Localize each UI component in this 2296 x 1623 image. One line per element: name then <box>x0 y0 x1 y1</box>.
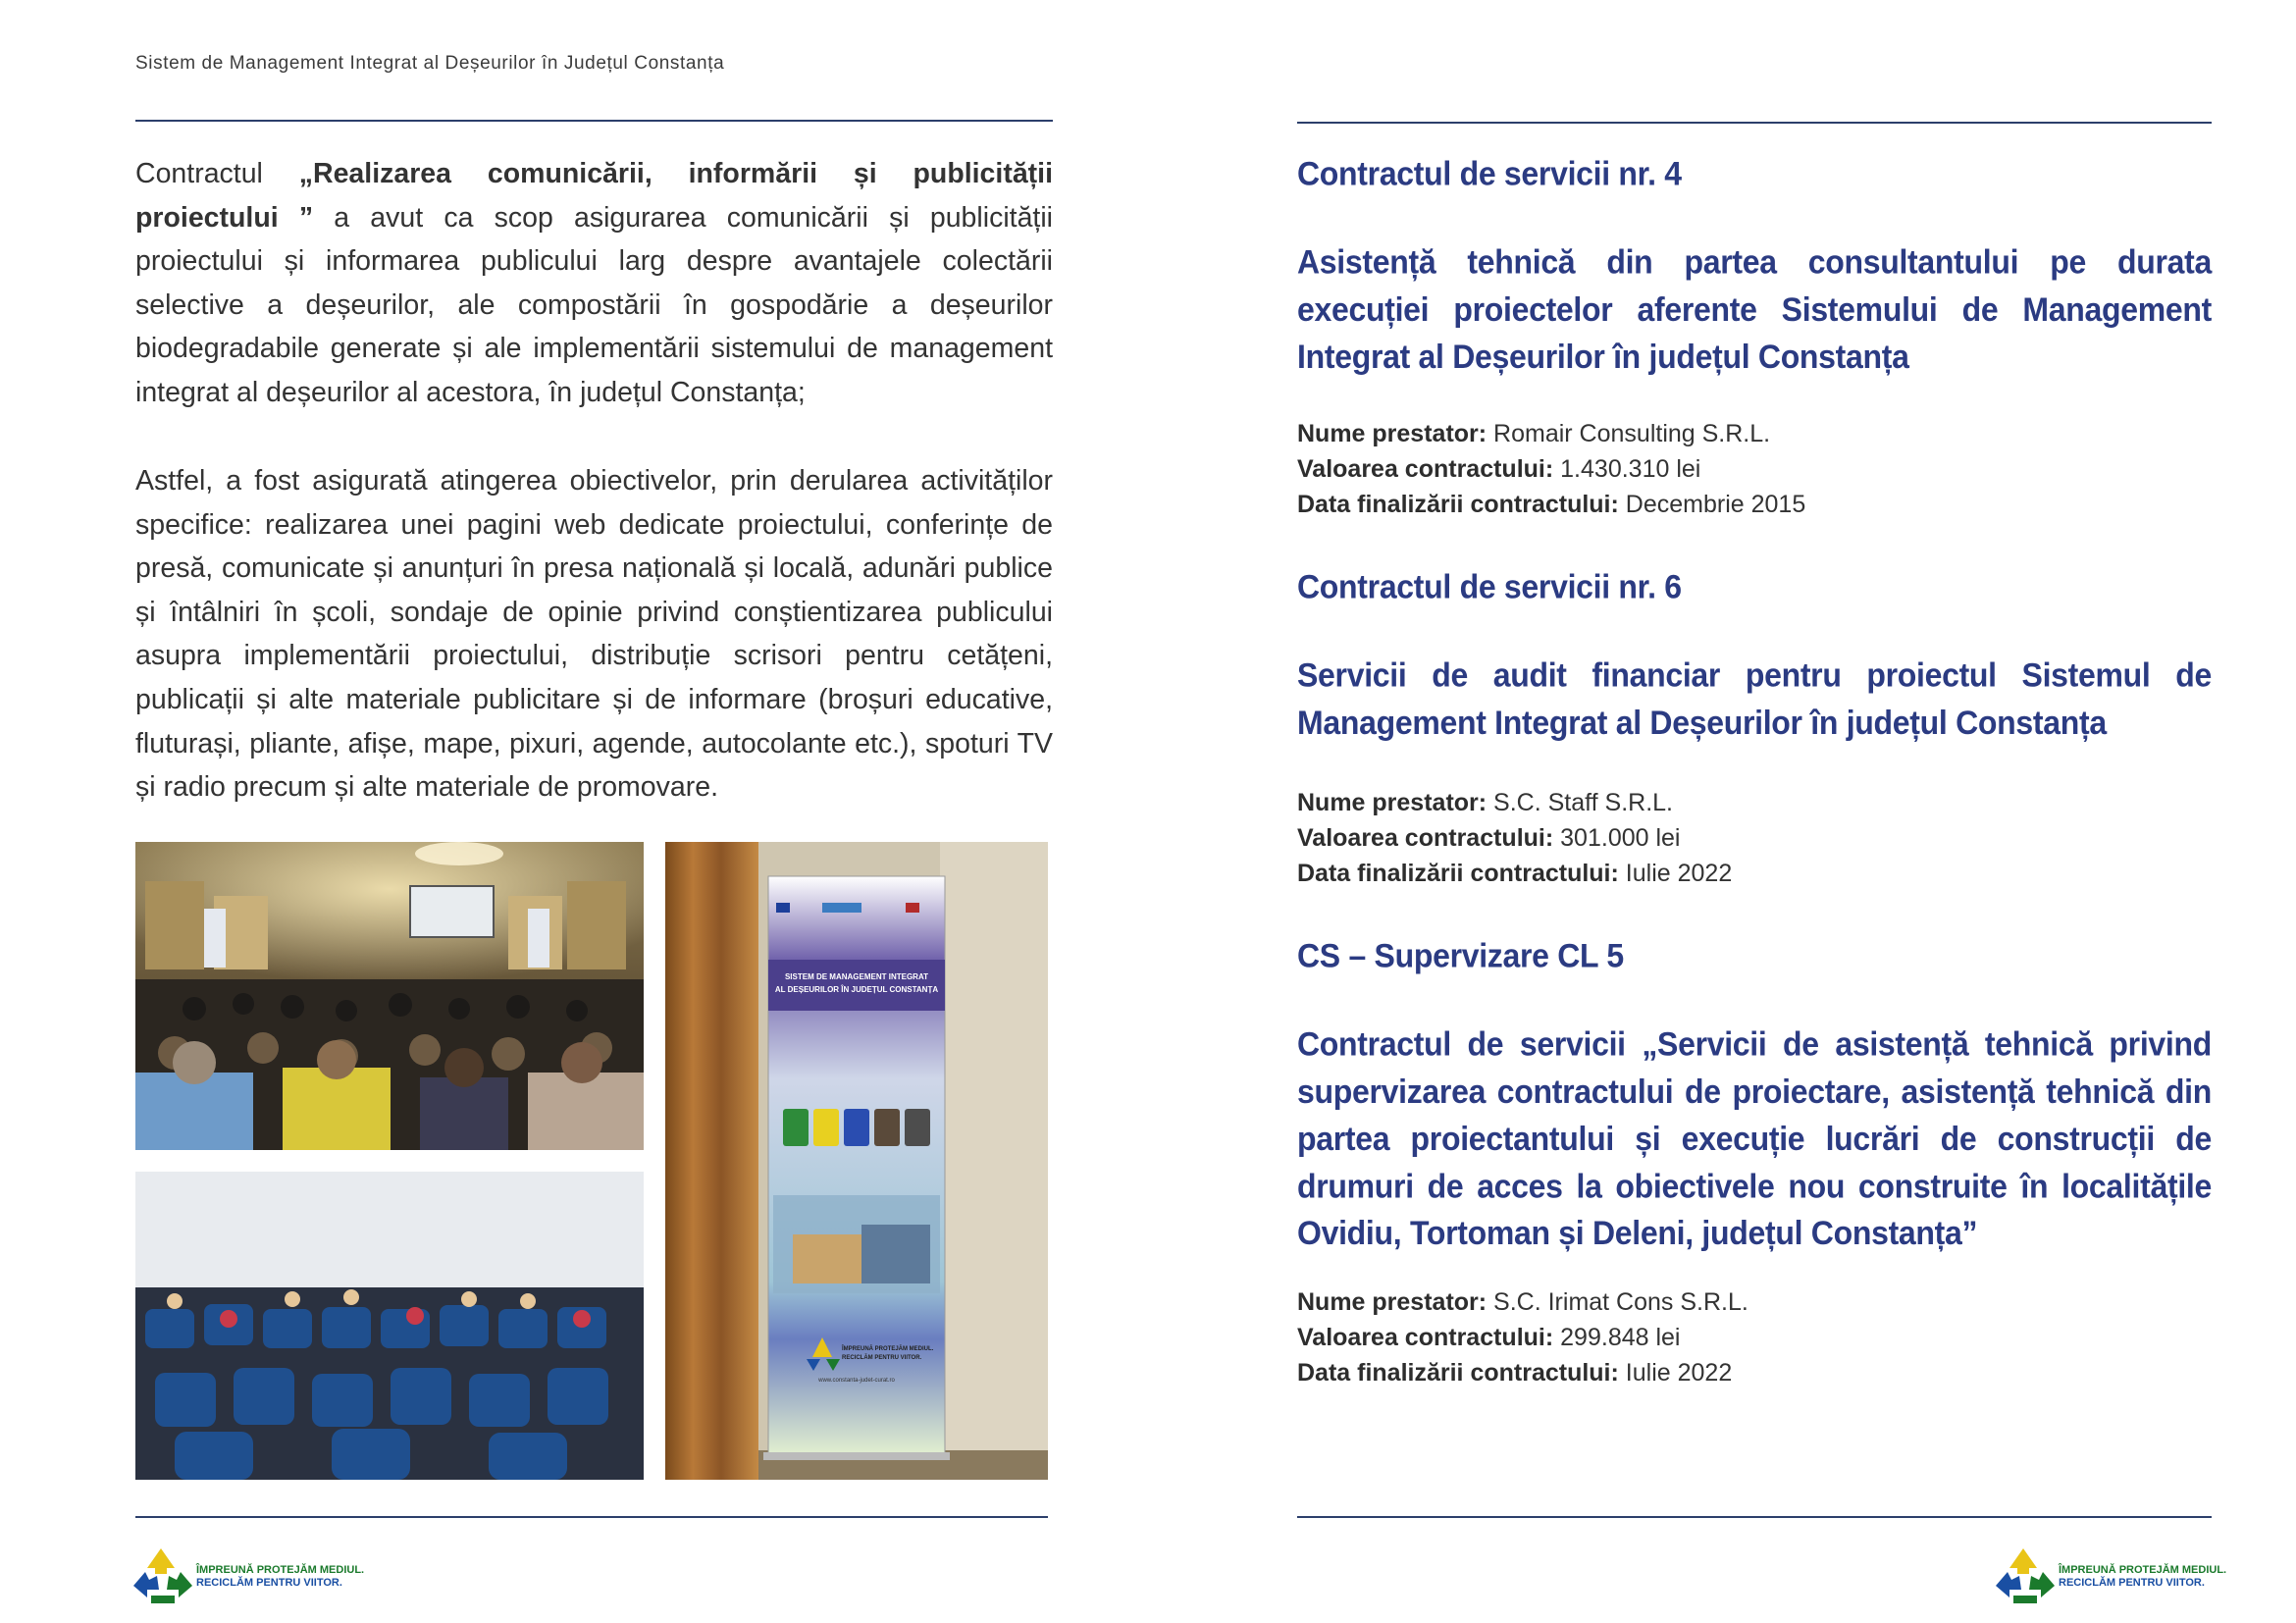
photo-conference <box>135 842 644 1150</box>
contract-value: 301.000 lei <box>1560 824 1681 852</box>
provider-value: Romair Consulting S.R.L. <box>1493 420 1771 447</box>
section2-heading: Contractul de servicii nr. 6 <box>1297 567 1682 606</box>
paragraph-activities <box>135 459 1053 810</box>
banner-slogan-line2: RECICLĂM PENTRU VIITOR. <box>842 1355 922 1361</box>
section3-date-row <box>1297 1355 1748 1390</box>
para1-text: a avut ca scop asigurarea comunicării și publicității proiectului și informarea publicului larg despre avantajele colectării selective a deșeurilor, ale compostării în gospodărie a deșeurilor biodegradabile generate și ale implementării sistemului de management integrat al deșeurilor al acestora, în județul Constanța; <box>135 201 1053 408</box>
section1-date-row <box>1297 487 1805 522</box>
date-label: Data finalizării contractului: <box>1297 860 1619 887</box>
logo-slogan-line2: RECICLĂM PENTRU VIITOR. <box>196 1577 342 1589</box>
header-rule <box>135 120 1053 122</box>
footer-rule <box>135 1516 1048 1518</box>
provider-label: Nume prestator: <box>1297 1288 1487 1316</box>
section3-value-row <box>1297 1320 1748 1355</box>
footer-logo-right <box>1994 1546 2227 1605</box>
value-label: Valoarea contractului: <box>1297 824 1554 852</box>
running-header: Sistem de Management Integrat al Deșeurilor în Județul Constanța <box>135 53 725 74</box>
value-label: Valoarea contractului: <box>1297 455 1554 483</box>
banner-slogan-line1: ÎMPREUNĂ PROTEJĂM MEDIUL. <box>842 1346 934 1352</box>
footer-rule-right <box>1297 1516 2212 1518</box>
section1-info <box>1297 416 1805 522</box>
recycle-icon <box>1994 1546 2057 1605</box>
provider-label: Nume prestator: <box>1297 420 1487 447</box>
section2-value-row <box>1297 820 1732 856</box>
section2-info <box>1297 785 1732 891</box>
section3-heading: CS – Supervizare CL 5 <box>1297 936 1624 975</box>
contract-value: 1.430.310 lei <box>1560 455 1701 483</box>
photo-banner-rollup <box>665 842 1048 1480</box>
section2-provider-row <box>1297 785 1732 820</box>
para2-text: Astfel, a fost asigurată atingerea obiectivelor, prin derularea activităților specifice: realizarea unei pagini web dedicate proiectului, conferințe de presă, comunicate și anunțuri în presa națională și locală, adunări publice și întâlniri în școli, sondaje de opinie privind conștientizarea publicului asupra implementării proiectului, distribuție scrisori pentru cetățeni, publicații și alte materiale publicitare și de informare (broșuri educative, fluturași, pliante, afișe, mape, pixuri, agende, autocolante etc.), spoturi TV și radio precum și alte materiale de promovare. <box>135 465 1053 804</box>
para1-prefix: Contractul <box>135 158 299 189</box>
date-label: Data finalizării contractului: <box>1297 1359 1619 1387</box>
section1-value-row <box>1297 451 1805 487</box>
banner-title-line1: SISTEM DE MANAGEMENT INTEGRAT <box>784 972 929 981</box>
banner-url: www.constanta-judet-curat.ro <box>818 1378 895 1384</box>
provider-value: S.C. Staff S.R.L. <box>1493 789 1673 816</box>
photo-school-meeting <box>135 1172 644 1480</box>
header-rule-right <box>1297 122 2212 124</box>
date-value: Decembrie 2015 <box>1625 491 1806 518</box>
logo-slogan-line1: ÎMPREUNĂ PROTEJĂM MEDIUL. <box>196 1564 365 1576</box>
section2-title: Servicii de audit financiar pentru proiectul Sistemul de Management Integrat al Deșeurilor în județul Constanța <box>1297 655 2212 742</box>
paragraph-communication-contract <box>135 152 1053 415</box>
para1-contract-name: „Realizarea comunicării, informării și publicității proiectului ” <box>135 158 1053 234</box>
logo-slogan-line1: ÎMPREUNĂ PROTEJĂM MEDIUL. <box>2059 1564 2227 1576</box>
section2-date-row <box>1297 856 1732 891</box>
value-label: Valoarea contractului: <box>1297 1324 1554 1351</box>
section1-title: Asistență tehnică din partea consultantului pe durata execuției proiectelor aferente Sistemului de Management Integrat al Deșeurilor în județul Constanța <box>1297 242 2212 376</box>
right-page <box>1148 0 2296 1623</box>
section3-info <box>1297 1284 1748 1390</box>
date-value: Iulie 2022 <box>1625 1359 1733 1387</box>
contract-value: 299.848 lei <box>1560 1324 1681 1351</box>
banner-title-line2: AL DEȘEURILOR ÎN JUDEȚUL CONSTANȚA <box>774 985 939 994</box>
section1-heading: Contractul de servicii nr. 4 <box>1297 154 1682 193</box>
date-value: Iulie 2022 <box>1625 860 1733 887</box>
section3-provider-row <box>1297 1284 1748 1320</box>
footer-logo <box>131 1546 365 1605</box>
provider-label: Nume prestator: <box>1297 789 1487 816</box>
provider-value: S.C. Irimat Cons S.R.L. <box>1493 1288 1748 1316</box>
section3-title: Contractul de servicii „Servicii de asistență tehnică privind supervizarea contractului de proiectare, asistență tehnică din partea proiectantului și execuție lucrări de construcții de drumuri de acces la obiectivele nou construite în localitățile Ovidiu, Tortoman și Deleni, județul Constanța” <box>1297 1024 2212 1252</box>
logo-slogan-line2: RECICLĂM PENTRU VIITOR. <box>2059 1577 2205 1589</box>
section1-provider-row <box>1297 416 1805 451</box>
date-label: Data finalizării contractului: <box>1297 491 1619 518</box>
recycle-icon <box>131 1546 194 1605</box>
